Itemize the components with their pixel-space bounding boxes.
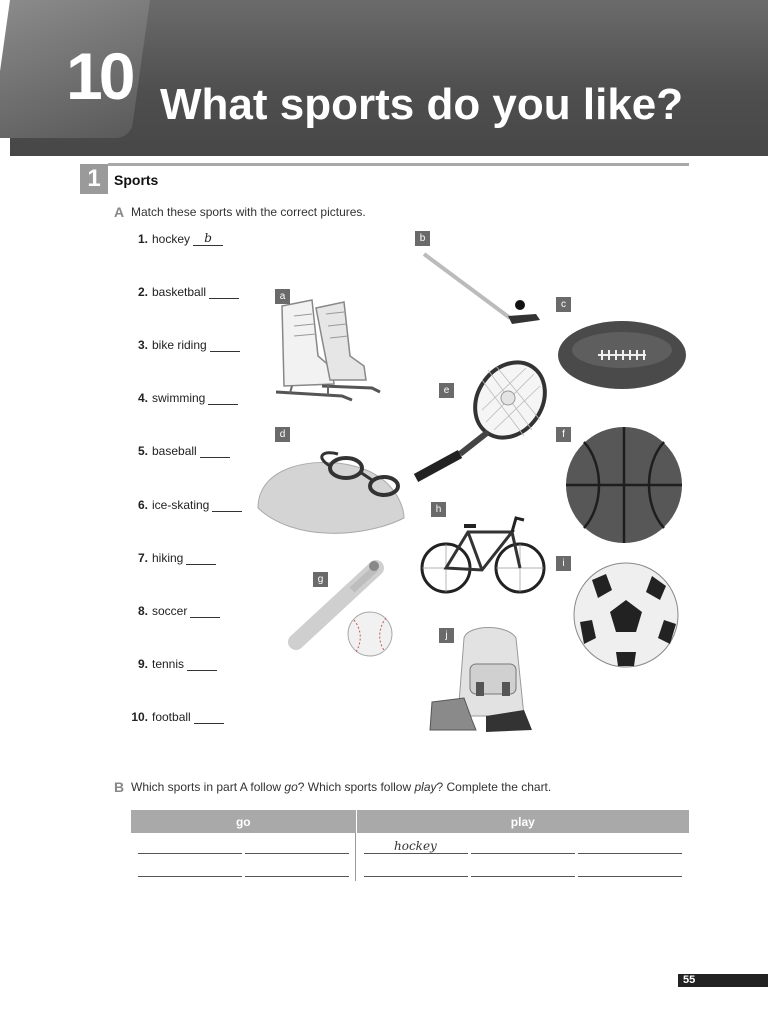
answer-blank[interactable] <box>208 390 238 405</box>
answer-line[interactable] <box>245 876 349 877</box>
answer-line[interactable] <box>578 853 682 854</box>
go-play-chart <box>131 810 689 881</box>
soccer-ball-icon <box>572 560 680 670</box>
section-number: 1 <box>80 164 108 194</box>
tennis-racket-icon <box>408 360 550 484</box>
part-b-instruction: Which sports in part A follow go? Which sports follow play? Complete the chart. <box>131 780 552 794</box>
answer-blank[interactable] <box>187 656 217 671</box>
answer-line[interactable] <box>471 853 575 854</box>
list-item: 6. ice-skating <box>124 497 242 512</box>
answer-line[interactable] <box>245 853 349 854</box>
picture-label-g: g <box>313 572 328 587</box>
picture-label-f: f <box>556 427 571 442</box>
list-item: 4. swimming <box>124 390 238 405</box>
picture-label-d: d <box>275 427 290 442</box>
swim-cap-goggles-icon <box>254 446 410 546</box>
ice-skates-icon <box>272 296 402 408</box>
list-item: 2. basketball <box>124 284 239 299</box>
chart-header-go: go <box>131 810 357 833</box>
answer-blank[interactable] <box>194 709 224 724</box>
baseball-bat-icon <box>282 560 400 666</box>
list-item: 1. hockey b <box>124 231 223 246</box>
hockey-stick-icon <box>418 248 548 332</box>
answer-line[interactable] <box>364 853 468 854</box>
football-icon <box>556 318 688 392</box>
picture-label-e: e <box>439 383 454 398</box>
answer-blank[interactable]: b <box>193 231 223 246</box>
picture-label-i: i <box>556 556 571 571</box>
list-item: 3. bike riding <box>124 337 240 352</box>
picture-label-j: j <box>439 628 454 643</box>
list-item: 8. soccer <box>124 603 220 618</box>
chart-header-play: play <box>510 814 535 829</box>
unit-number: 10 <box>66 39 132 113</box>
answer-blank[interactable] <box>200 443 230 458</box>
picture-label-h: h <box>431 502 446 517</box>
answer-line[interactable] <box>138 876 242 877</box>
page-number: 55 <box>683 974 696 986</box>
answer-line[interactable] <box>578 876 682 877</box>
answer-line[interactable] <box>364 876 468 877</box>
example-answer: hockey <box>394 839 437 853</box>
part-b-letter: B <box>114 779 125 795</box>
list-item: 5. baseball <box>124 443 230 458</box>
bicycle-icon <box>420 504 548 600</box>
answer-blank[interactable] <box>210 337 240 352</box>
part-a-letter: A <box>114 204 125 220</box>
answer-line[interactable] <box>471 876 575 877</box>
section-divider <box>108 163 689 166</box>
chart-column-play <box>356 833 689 881</box>
section-title: Sports <box>114 172 159 188</box>
chart-column-go <box>131 833 356 881</box>
answer-blank[interactable] <box>190 603 220 618</box>
picture-label-c: c <box>556 297 571 312</box>
answer-line[interactable] <box>138 853 242 854</box>
picture-label-b: b <box>415 231 430 246</box>
part-a-instruction: Match these sports with the correct pictures. <box>131 205 366 219</box>
picture-label-a: a <box>275 289 290 304</box>
answer-blank[interactable] <box>186 550 216 565</box>
basketball-icon <box>564 424 684 546</box>
page-title: What sports do you like? <box>160 80 684 129</box>
list-item: 10. football <box>124 709 224 724</box>
answer-blank[interactable] <box>209 284 239 299</box>
list-item: 9. tennis <box>124 656 217 671</box>
answer-blank[interactable] <box>212 497 242 512</box>
list-item: 7. hiking <box>124 550 216 565</box>
